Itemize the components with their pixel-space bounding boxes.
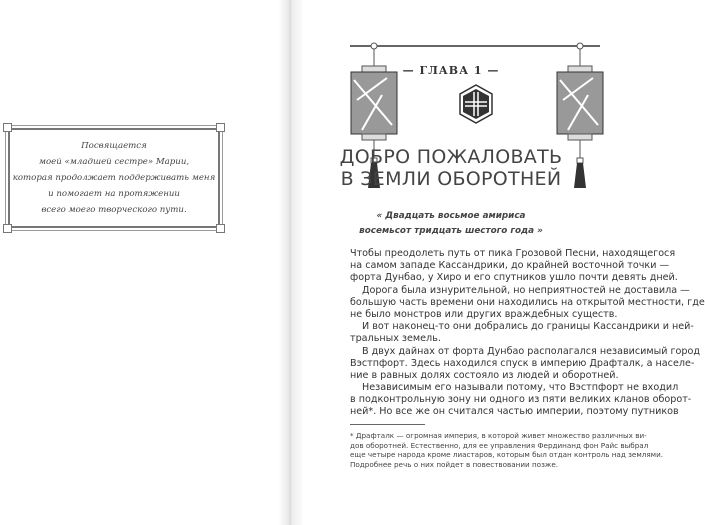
epigraph-line: « Двадцать восьмое амириса [376, 211, 526, 221]
body-line: Вэстпфорт. Здесь находился спуск в империю Драфталк, а населе- [350, 357, 695, 369]
body-line: форта Дунбао, у Хиро и его спутников ушло почти девять дней. [350, 272, 678, 284]
body-line: Дорога была изнурительной, но неприятностей не доставила — [362, 284, 690, 296]
body-line: В двух дайнах от форта Дунбао располагался независимый город [362, 345, 700, 357]
body-line: И вот наконец-то они добрались до границы Кассандрики и ней- [362, 321, 694, 333]
chapter-title [302, 146, 600, 190]
body-text [350, 248, 705, 419]
chapter-title-line: ДОБРО ПОЖАЛОВАТЬ [339, 146, 563, 168]
body-line: тральных земель. [350, 333, 441, 345]
footnote-line: Подробнее речь о них пойдет в повествовании позже. [350, 459, 559, 469]
dedication-line: моей «младшей сестре» Марии, [38, 157, 190, 167]
dedication-line: всего моего творческого пути. [41, 205, 187, 215]
dedication-line: Посвящается [81, 141, 147, 151]
body-line: Чтобы преодолеть путь от пика Грозовой Песни, находящегося [350, 248, 676, 259]
dedication-line: которая продолжает поддерживать меня [12, 173, 216, 183]
chapter-title-line: В ЗЕМЛИ ОБОРОТНЕЙ [340, 168, 562, 190]
book-gutter [278, 0, 302, 525]
body-line: в подконтрольную зону ни одного из пяти великих кланов оборот- [350, 394, 692, 406]
epigraph-line: восемьсот тридцать шестого года » [359, 226, 543, 236]
body-line: большую часть времени они находились на открытой местности, где [350, 296, 705, 308]
left-page [0, 0, 290, 525]
epigraph-date [302, 209, 600, 239]
dedication-line: и помогает на протяжении [48, 189, 180, 199]
body-line: на самом западе Кассандрики, до крайней восточной точки — [350, 260, 670, 272]
body-line: ние в равных долях состояло из людей и оборотней. [350, 369, 619, 381]
frame-corner-ornament [216, 123, 225, 132]
body-line: не было монстров или других враждебных существ. [350, 308, 618, 320]
body-line: Независимым его называли потому, что Вэстпфорт не входил [362, 382, 679, 394]
chapter-label: — ГЛАВА 1 — [402, 64, 500, 77]
dedication-frame [8, 128, 220, 228]
frame-corner-ornament [3, 123, 12, 132]
footnote-line: * Драфталк — огромная империя, в которой живет множество различных ви- [350, 431, 647, 440]
chapter-emblem-icon [460, 85, 492, 123]
body-line: ней*. Но все же он считался частью империи, поэтому путников [350, 406, 679, 418]
frame-corner-ornament [216, 224, 225, 233]
footnote-divider [350, 424, 425, 425]
frame-corner-ornament [3, 224, 12, 233]
footnote-line: еще четыре народа кроме лиастаров, которым был отдан контроль над землями. [350, 450, 664, 460]
footnote [350, 431, 664, 469]
footnote-line: дов оборотней. Естественно, для ее управления Фердинанд фон Райс выбрал [350, 440, 649, 450]
